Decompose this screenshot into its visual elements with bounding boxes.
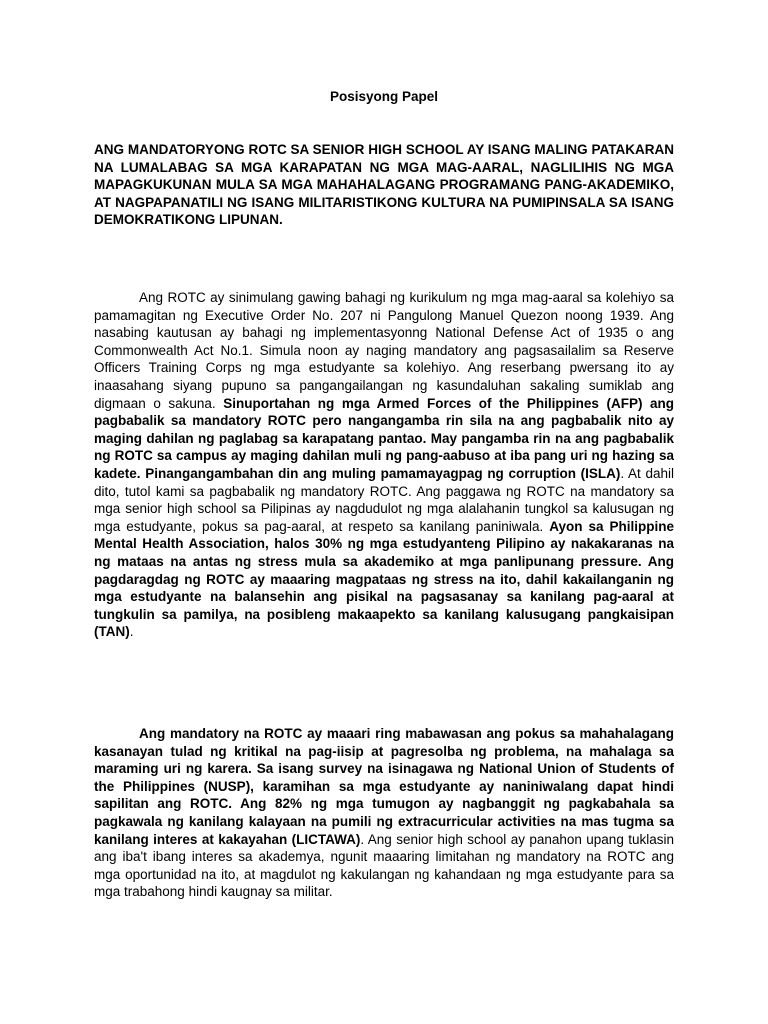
position-statement-heading: ANG MANDATORYONG ROTC SA SENIOR HIGH SCHOOL AY ISANG MALING PATAKARAN NA LUMALABAG SA MGA KARAPATAN NG MGA MAG-AARAL, NAGLILIHIS NG MGA MAPAGKUKUNAN MULA SA MGA MAHAHALAGANG PROGRAMANG PANG-AKADEMIKO, AT NAGPAPANATILI NG ISANG MILITARISTIKONG KULTURA NA PUMIPINSALA SA ISANG DEMOKRATIKONG LIPUNAN. [94,142,674,228]
paragraph-2-text-1: . Ang senior high school ay panahon upang tuklasin ang iba't ibang interes sa akademya, ngunit maaaring limitahan ng mandatory na ROTC ang mga oportunidad na ito, at magdulot ng kakulangan ng kahandaan ng mga estudyante para sa mga trabahong hindi kaugnay sa militar. [94,831,674,900]
paragraph-1-text-1: Ang ROTC ay sinimulang gawing bahagi ng kurikulum ng mga mag-aaral sa kolehiyo sa pamamagitan ng Executive Order No. 207 ni Pangulong Manuel Quezon noong 1939. Ang nasabing kautusan ay bahagi ng implementasyonng National Defense Act of 1935 o ang Commonwealth Act No.1. Simula noon ay naging mandatory ang pagsasailalim sa Reserve Officers Training Corps ng mga estudyante sa kolehiyo. Ang reserbang pwersang ito ay inaasahang siyang pupuno sa pangangailangan ng kasundaluhan sakaling sumiklab ang digmaan o sakuna. [94,290,674,411]
paragraph-1-text-2: . At dahil dito, tutol kami sa pagbabalik ng mandatory ROTC. Ang paggawa ng ROTC na mandatory sa mga senior high school sa Pilipinas ay nagdudulot ng mga alalahanin tungkol sa kalusugan ng mga estudyante, pokus sa pag-aaral, at respeto sa kanilang paniniwala. [94,465,674,534]
paragraph-1-bold-1: Sinuportahan ng mga Armed Forces of the Philippines (AFP) ang pagbabalik sa mandatory ROTC pero nangangamba rin sila na ang pagbabalik nito ay maging dahilan ng paglabag sa karapatang pantao. May pangamba rin na ang pagbabalik ng ROTC sa campus ay maging dahilan muli ng pang-aabuso at iba pang uri ng hazing sa kadete. Pinangangambahan din ang muling pamamayagpag ng corruption (ISLA) [94,395,674,481]
paragraph-1-text-3: . [129,624,134,640]
paragraph-2 [94,725,674,901]
paragraph-1 [94,289,674,641]
paragraph-2-bold-1: Ang mandatory na ROTC ay maaari ring mabawasan ang pokus sa mahahalagang kasanayan tulad ng kritikal na pag-iisip at pagresolba ng problema, na mahalaga sa maraming uri ng karera. Sa isang survey na isinagawa ng National Union of Students of the Philippines (NUSP), karamihan sa mga estudyante ay naniniwalang dapat hindi sapilitan ang ROTC. Ang 82% ng mga tumugon ay nagbanggit ng pagkabahala sa pagkawala ng kanilang kalayaan na pumili ng extracurricular activities na mas tugma sa kanilang interes at kakayahan (LICTAWA) [94,726,674,847]
paragraph-1-bold-2: Ayon sa Philippine Mental Health Association, halos 30% ng mga estudyanteng Pilipino ay nakakaranas na ng mataas na antas ng stress mula sa akademiko at mga panlipunang pressure. Ang pagdaragdag ng ROTC ay maaaring magpataas ng stress na ito, dahil kakailanganin ng mga estudyante na balansehin ang pisikal na pagsasanay sa kanilang pag-aaral at tungkulin sa pamilya, na posibleng makaapekto sa kanilang kalusugang pangkaisipan (TAN) [94,518,674,640]
document-title: Posisyong Papel [329,89,439,104]
